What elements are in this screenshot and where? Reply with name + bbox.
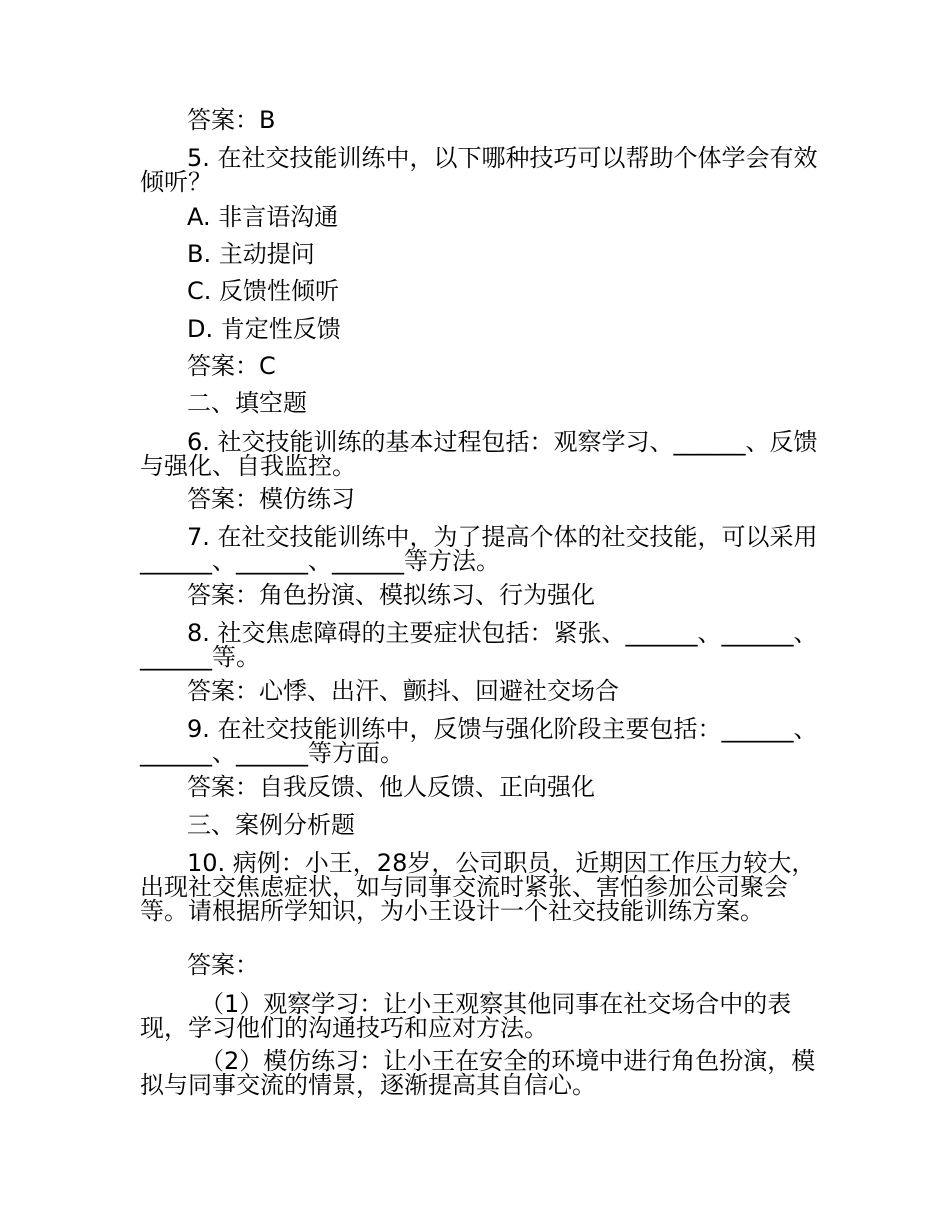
q4-answer: 答案：B [187,106,276,134]
q8-answer: 答案：心悸、出汗、颤抖、回避社交场合 [187,677,619,705]
q10-stem: 10. 病例：小王，28岁，公司职员，近期因工作压力较大，出现社交焦虑症状，如与同事交流时紧张、害怕参加公司聚会等。请根据所学知识，为小王设计一个社交技能训练方案。 [140,849,816,925]
q5-option-b: B. 主动提问 [187,240,315,268]
section-3-title: 三、案例分析题 [187,811,355,839]
section-2-title: 二、填空题 [187,389,307,417]
q6-stem: 6. 社交技能训练的基本过程包括：观察学习、______、反馈与强化、自我监控。 [140,428,818,480]
q5-option-a: A. 非言语沟通 [187,203,339,231]
q9-answer: 答案：自我反馈、他人反馈、正向强化 [187,773,595,801]
q6-answer: 答案：模仿练习 [187,485,355,513]
q5-stem: 5. 在社交技能训练中，以下哪种技巧可以帮助个体学会有效倾听？ [140,144,818,196]
q5-option-d: D. 肯定性反馈 [187,315,341,343]
q9-stem: 9. 在社交技能训练中，反馈与强化阶段主要包括：______、______、______等方面。 [140,715,818,767]
q7-stem: 7. 在社交技能训练中，为了提高个体的社交技能，可以采用______、______、______等方法。 [140,523,818,575]
q8-stem: 8. 社交焦虑障碍的主要症状包括：紧张、______、______、______等。 [140,619,818,671]
q5-option-c: C. 反馈性倾听 [187,277,340,305]
q5-answer: 答案：C [187,352,276,380]
q10-answer-item-1: （1）观察学习：让小王观察其他同事在社交场合中的表现，学习他们的沟通技巧和应对方法。 [140,990,792,1042]
q7-answer: 答案：角色扮演、模拟练习、行为强化 [187,581,595,609]
q10-answer-label: 答案： [187,951,259,979]
q10-answer-item-2: （2）模仿练习：让小王在安全的环境中进行角色扮演，模拟与同事交流的情景，逐渐提高其自信心。 [140,1047,816,1099]
